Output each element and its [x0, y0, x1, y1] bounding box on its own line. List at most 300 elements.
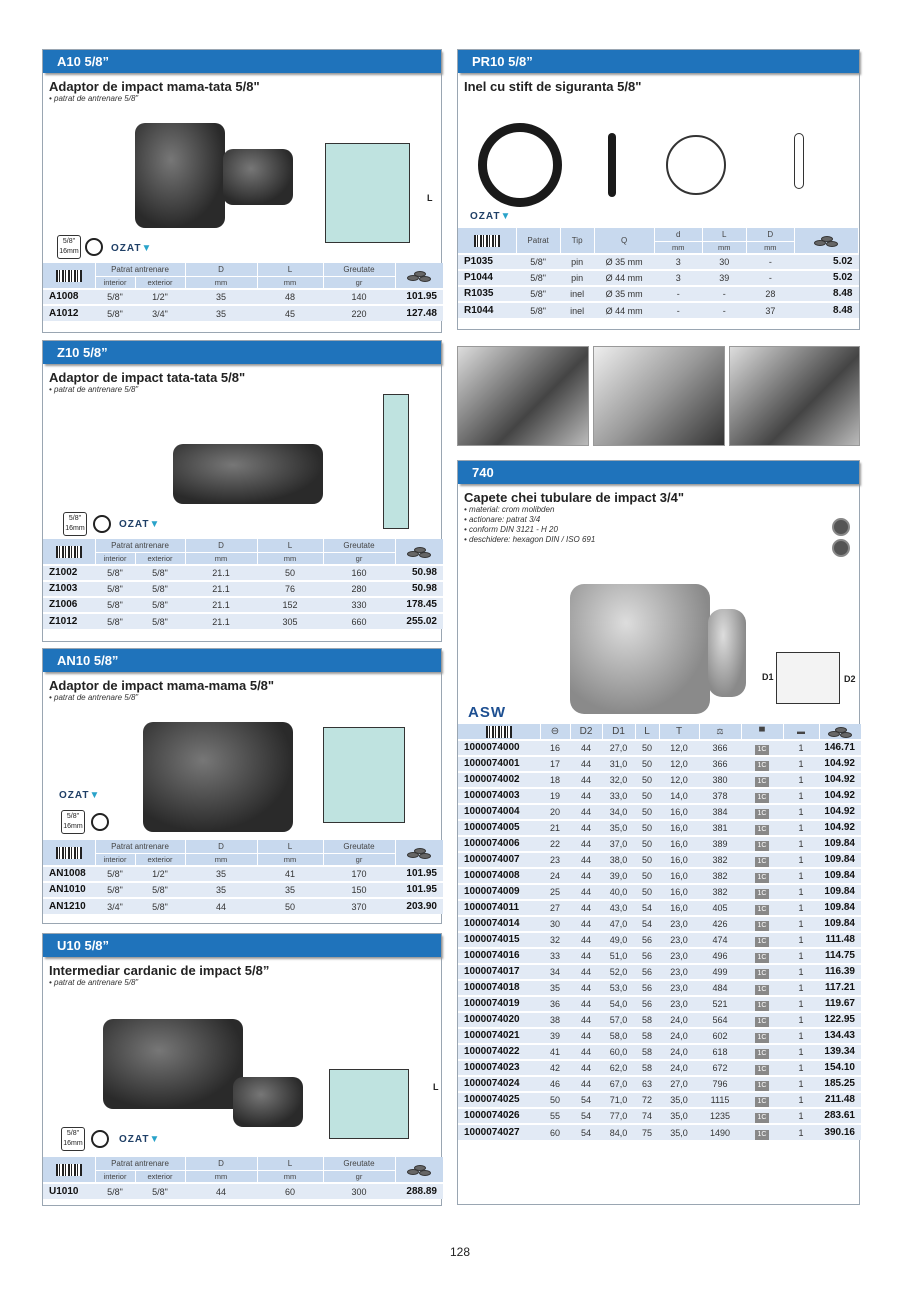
packaging-tag: 1C: [755, 1130, 770, 1140]
cell: 49,0: [602, 932, 635, 948]
cell: 5/8": [135, 613, 185, 629]
cell: [741, 772, 783, 788]
price: 178.45: [395, 597, 443, 613]
unit-header: mm: [257, 853, 323, 866]
cell: 380: [699, 772, 741, 788]
table-header-row: [43, 539, 443, 552]
barcode-icon: [56, 847, 82, 859]
table-row: [458, 836, 861, 852]
cell: 44: [570, 1060, 602, 1076]
cell: 5/8": [516, 302, 560, 318]
price: 104.92: [819, 756, 861, 772]
feature-bullet: • material: crom molibden: [464, 505, 555, 514]
column-header: Patrat: [516, 228, 560, 254]
cell: 27,0: [602, 740, 635, 756]
feature-bullet: • patrat de antrenare 5/8”: [49, 94, 139, 103]
price: 283.61: [819, 1108, 861, 1124]
cell: 1: [783, 996, 819, 1012]
table-row: [458, 1124, 861, 1140]
pin-drawing: [794, 133, 804, 189]
cell: 30: [540, 916, 570, 932]
square-drive-icon: [91, 1130, 109, 1148]
bullet-text: actionare: patrat 3/4: [469, 515, 541, 524]
table-row: [458, 270, 859, 286]
unit-header: gr: [323, 1170, 395, 1183]
product-code: P1035: [458, 254, 516, 270]
packaging-tag: 1C: [755, 761, 770, 771]
cell: 1: [783, 900, 819, 916]
table-row: [458, 980, 861, 996]
product-image: [135, 123, 225, 228]
barcode-icon: [56, 270, 82, 282]
column-header: L: [257, 840, 323, 853]
cell: 54: [570, 1124, 602, 1140]
table-row: [458, 948, 861, 964]
price: 8.48: [794, 286, 858, 302]
cell: 18: [540, 772, 570, 788]
cell: 44: [570, 820, 602, 836]
price: 111.48: [819, 932, 861, 948]
code-column: [43, 539, 95, 565]
barcode-icon: [486, 726, 512, 738]
cell: 35,0: [659, 1108, 699, 1124]
ozat-logo: OZAT▼: [119, 1134, 161, 1145]
cell: 25: [540, 884, 570, 900]
product-title: Inel cu stift de siguranta 5/8": [464, 79, 642, 94]
cell: 58: [635, 1060, 659, 1076]
product-code: AN1008: [43, 866, 95, 882]
cell: Ø 35 mm: [594, 254, 654, 270]
cell: 44: [570, 740, 602, 756]
cell: 43,0: [602, 900, 635, 916]
cell: 382: [699, 884, 741, 900]
cell: 50: [635, 772, 659, 788]
cell: 44: [570, 932, 602, 948]
price-coins-icon: [407, 270, 431, 282]
table-row: [458, 1028, 861, 1044]
product-code: 1000074006: [458, 836, 540, 852]
cell: 44: [185, 1183, 257, 1199]
feature-bullet: • patrat de antrenare 5/8”: [49, 978, 139, 987]
cell: 50: [257, 565, 323, 581]
product-code: 1000074019: [458, 996, 540, 1012]
cell: 366: [699, 756, 741, 772]
cell: 220: [323, 305, 395, 321]
cell: [741, 948, 783, 964]
cell: 77,0: [602, 1108, 635, 1124]
square-drive-icon: [93, 515, 111, 533]
cell: 41: [257, 866, 323, 882]
packaging-tag: 1C: [755, 793, 770, 803]
price-coins-icon: [828, 726, 852, 738]
cell: 30: [702, 254, 746, 270]
cell: 1: [783, 836, 819, 852]
cell: 23: [540, 852, 570, 868]
table-subheader-row: [43, 1170, 443, 1183]
product-title: Adaptor de impact tata-tata 5/8": [49, 370, 246, 385]
product-table: [43, 263, 444, 321]
product-code: 1000074011: [458, 900, 540, 916]
cell: 1: [783, 1092, 819, 1108]
price: 104.92: [819, 788, 861, 804]
unit-header: gr: [323, 276, 395, 289]
cell: [741, 836, 783, 852]
cell: 5/8": [516, 270, 560, 286]
cell: [741, 1092, 783, 1108]
technical-drawing: [383, 394, 409, 529]
cell: 47,0: [602, 916, 635, 932]
packaging-tag: 1C: [755, 1065, 770, 1075]
cell: 50: [635, 788, 659, 804]
column-header: interior: [95, 1170, 135, 1183]
bullet-text: material: crom molibden: [469, 505, 555, 514]
cell: 796: [699, 1076, 741, 1092]
column-header: ⊖: [540, 724, 570, 740]
cell: 12,0: [659, 740, 699, 756]
usage-photo-2: [593, 346, 725, 446]
cell: 521: [699, 996, 741, 1012]
product-table: [43, 539, 444, 629]
product-code: A1008: [43, 289, 95, 305]
product-code: 1000074007: [458, 852, 540, 868]
price: 185.25: [819, 1076, 861, 1092]
packaging-tag: 1C: [755, 1033, 770, 1043]
column-header: Greutate: [323, 840, 395, 853]
packaging-tag: 1C: [755, 809, 770, 819]
cell: [741, 1012, 783, 1028]
cell: 39: [540, 1028, 570, 1044]
cell: 84,0: [602, 1124, 635, 1140]
cell: 1: [783, 1060, 819, 1076]
bullet-text: patrat de antrenare 5/8”: [54, 385, 139, 394]
column-header: interior: [95, 276, 135, 289]
cell: 5/8": [135, 898, 185, 914]
table-row: [458, 772, 861, 788]
cell: -: [654, 302, 702, 318]
section-text: [43, 73, 441, 104]
cell: 370: [323, 898, 395, 914]
cell: inel: [560, 302, 594, 318]
cell: 1: [783, 884, 819, 900]
cell: 44: [570, 1028, 602, 1044]
cell: 56: [635, 980, 659, 996]
cell: 23,0: [659, 964, 699, 980]
cell: 19: [540, 788, 570, 804]
price: 255.02: [395, 613, 443, 629]
table-row: [43, 565, 443, 581]
cell: [741, 740, 783, 756]
packaging-tag: 1C: [755, 1017, 770, 1027]
cell: 21.1: [185, 565, 257, 581]
cell: 5/8": [95, 565, 135, 581]
price: 211.48: [819, 1092, 861, 1108]
product-code: 1000074018: [458, 980, 540, 996]
cell: 54,0: [602, 996, 635, 1012]
product-code: 1000074021: [458, 1028, 540, 1044]
section-header: Z10 5/8”: [43, 341, 441, 364]
price: 101.95: [395, 882, 443, 898]
cell: [741, 884, 783, 900]
column-header: exterior: [135, 552, 185, 565]
cell: 499: [699, 964, 741, 980]
cell: 42: [540, 1060, 570, 1076]
ruler-icon: ▬: [783, 724, 819, 740]
product-code: 1000074020: [458, 1012, 540, 1028]
cell: [741, 852, 783, 868]
price-column: [395, 840, 443, 866]
packaging-tag: 1C: [755, 777, 770, 787]
price: 122.95: [819, 1012, 861, 1028]
cell: 1: [783, 868, 819, 884]
drive-size-badge: 5/8" 16mm: [61, 810, 85, 834]
cell: 72: [635, 1092, 659, 1108]
column-header: L: [702, 228, 746, 241]
table-header-row: [458, 228, 859, 241]
cell: 16,0: [659, 852, 699, 868]
section-z10: [42, 340, 442, 642]
table-row: [43, 305, 443, 321]
product-image-joint: [233, 1077, 303, 1127]
cell: 16,0: [659, 804, 699, 820]
cell: 36: [540, 996, 570, 1012]
cell: Ø 44 mm: [594, 270, 654, 286]
section-header: A10 5/8”: [43, 50, 441, 73]
drive-size-badge: 5/8" 16mm: [61, 1127, 85, 1151]
cell: 1: [783, 1012, 819, 1028]
table-header-row: [458, 724, 861, 740]
cell: 24,0: [659, 1060, 699, 1076]
price: 139.34: [819, 1044, 861, 1060]
bullet-text: patrat de antrenare 5/8”: [54, 94, 139, 103]
product-image: [143, 722, 293, 832]
cell: 23,0: [659, 980, 699, 996]
unit-header: mm: [257, 1170, 323, 1183]
cell: 33: [540, 948, 570, 964]
weight-icon: ⚖: [699, 724, 741, 740]
price-column: [819, 724, 861, 740]
cell: 5/8": [135, 581, 185, 597]
unit-header: mm: [257, 276, 323, 289]
cell: 5/8": [516, 254, 560, 270]
cell: 5/8": [516, 286, 560, 302]
section-header: AN10 5/8”: [43, 649, 441, 672]
section-u10: U10 5/8” L 5/8" 16mm OZAT▼ Intermediar cardanic de impact 5/8” • patrat de antrenare 5/8” Patrat antrenare D L Greutate interior exterior mm mm gr U1010 5/8" 5/8" 44 60 300 288.89: [42, 933, 442, 1206]
cell: 300: [323, 1183, 395, 1199]
price: 109.84: [819, 884, 861, 900]
cell: 58: [635, 1044, 659, 1060]
cell: 44: [570, 996, 602, 1012]
cell: 38,0: [602, 852, 635, 868]
price: 119.67: [819, 996, 861, 1012]
cell: 1: [783, 932, 819, 948]
cell: 39: [702, 270, 746, 286]
product-code: AN1010: [43, 882, 95, 898]
cell: 55: [540, 1108, 570, 1124]
section-text: [458, 484, 859, 545]
cell: 23,0: [659, 948, 699, 964]
product-code: 1000074026: [458, 1108, 540, 1124]
cell: 1: [783, 1108, 819, 1124]
cell: 1: [783, 820, 819, 836]
column-header: L: [257, 263, 323, 276]
cell: 150: [323, 882, 395, 898]
cell: 62,0: [602, 1060, 635, 1076]
cell: 16: [540, 740, 570, 756]
cell: 33,0: [602, 788, 635, 804]
column-header: interior: [95, 853, 135, 866]
code-column: [43, 263, 95, 289]
cell: 44: [570, 852, 602, 868]
column-header: Tip: [560, 228, 594, 254]
packaging-tag: 1C: [755, 889, 770, 899]
packaging-tag: 1C: [755, 969, 770, 979]
usage-photo-1: [457, 346, 589, 446]
cell: [741, 804, 783, 820]
cell: 54: [635, 900, 659, 916]
product-code: Z1012: [43, 613, 95, 629]
price: 116.39: [819, 964, 861, 980]
cell: 39,0: [602, 868, 635, 884]
table-row: [458, 1060, 861, 1076]
price: 117.21: [819, 980, 861, 996]
table-row: [458, 1012, 861, 1028]
cell: 56: [635, 948, 659, 964]
cell: 28: [746, 286, 794, 302]
section-an10: [42, 648, 442, 924]
cell: [741, 820, 783, 836]
bullet-text: conform DIN 3121 - H 20: [469, 525, 558, 534]
product-title: Intermediar cardanic de impact 5/8”: [49, 963, 270, 978]
table-row: [458, 254, 859, 270]
cell: 60,0: [602, 1044, 635, 1060]
unit-header: mm: [746, 241, 794, 254]
cell: Ø 44 mm: [594, 302, 654, 318]
column-header: D: [185, 263, 257, 276]
unit-header: mm: [257, 552, 323, 565]
cell: 44: [570, 916, 602, 932]
technical-drawing: [325, 143, 410, 243]
cell: 56: [635, 964, 659, 980]
product-code: 1000074001: [458, 756, 540, 772]
bullet-text: patrat de antrenare 5/8”: [54, 978, 139, 987]
usage-photo-3: [729, 346, 860, 446]
product-code: 1000074002: [458, 772, 540, 788]
cell: 50: [635, 852, 659, 868]
section-text: [43, 957, 441, 988]
cell: 330: [323, 597, 395, 613]
product-code: Z1003: [43, 581, 95, 597]
cell: 44: [570, 1044, 602, 1060]
feature-bullet: • actionare: patrat 3/4: [464, 515, 541, 524]
table-row: [43, 289, 443, 305]
table-row: [458, 996, 861, 1012]
cell: 76: [257, 581, 323, 597]
section-header: U10 5/8”: [43, 934, 441, 957]
cell: 384: [699, 804, 741, 820]
cell: 5/8": [95, 882, 135, 898]
column-header: interior: [95, 552, 135, 565]
section-header: 740: [458, 461, 859, 484]
column-header: exterior: [135, 853, 185, 866]
cell: 58: [635, 1028, 659, 1044]
cell: 27,0: [659, 1076, 699, 1092]
cell: 21: [540, 820, 570, 836]
cell: 37,0: [602, 836, 635, 852]
packaging-tag: 1C: [755, 841, 770, 851]
cell: 24,0: [659, 1028, 699, 1044]
cell: 1: [783, 804, 819, 820]
price-column: [395, 539, 443, 565]
packaging-tag: 1C: [755, 825, 770, 835]
column-group-header: Patrat antrenare: [95, 1157, 185, 1170]
product-code: Z1006: [43, 597, 95, 613]
cell: 1: [783, 772, 819, 788]
cell: 1: [783, 964, 819, 980]
table-row: [458, 1076, 861, 1092]
cell: 366: [699, 740, 741, 756]
table-row: [458, 932, 861, 948]
cell: 1: [783, 756, 819, 772]
bullet-text: patrat de antrenare 5/8”: [54, 693, 139, 702]
cell: 74: [635, 1108, 659, 1124]
packaging-tag: 1C: [755, 985, 770, 995]
cell: 44: [570, 1012, 602, 1028]
code-column: [458, 724, 540, 740]
price: 114.75: [819, 948, 861, 964]
cell: 37: [746, 302, 794, 318]
price: 134.43: [819, 1028, 861, 1044]
cell: 50: [635, 820, 659, 836]
cell: [741, 900, 783, 916]
table-row: [458, 884, 861, 900]
cell: 34: [540, 964, 570, 980]
cell: 405: [699, 900, 741, 916]
cell: 45: [257, 305, 323, 321]
packaging-tag: 1C: [755, 1001, 770, 1011]
cell: 3: [654, 254, 702, 270]
product-code: 1000074023: [458, 1060, 540, 1076]
product-code: 1000074025: [458, 1092, 540, 1108]
price: 288.89: [395, 1183, 443, 1199]
cell: 54: [635, 916, 659, 932]
column-header: T: [659, 724, 699, 740]
cell: 51,0: [602, 948, 635, 964]
table-header-row: [43, 840, 443, 853]
cell: 63: [635, 1076, 659, 1092]
cell: 44: [570, 980, 602, 996]
packaging-tag: 1C: [755, 953, 770, 963]
column-header: L: [257, 1157, 323, 1170]
table-row: [458, 852, 861, 868]
cell: 44: [570, 884, 602, 900]
cell: [741, 1076, 783, 1092]
ozat-logo: OZAT▼: [119, 519, 161, 530]
barcode-icon: [56, 546, 82, 558]
cell: 140: [323, 289, 395, 305]
cell: [741, 788, 783, 804]
bullet-text: deschidere: hexagon DIN / ISO 691: [469, 535, 596, 544]
cell: 50: [257, 898, 323, 914]
table-row: [43, 1183, 443, 1199]
cell: pin: [560, 254, 594, 270]
product-table: [43, 840, 444, 914]
cell: 21.1: [185, 613, 257, 629]
cell: Ø 35 mm: [594, 286, 654, 302]
page-number: 128: [449, 1245, 471, 1259]
product-code: 1000074022: [458, 1044, 540, 1060]
cell: 160: [323, 565, 395, 581]
cell: 46: [540, 1076, 570, 1092]
